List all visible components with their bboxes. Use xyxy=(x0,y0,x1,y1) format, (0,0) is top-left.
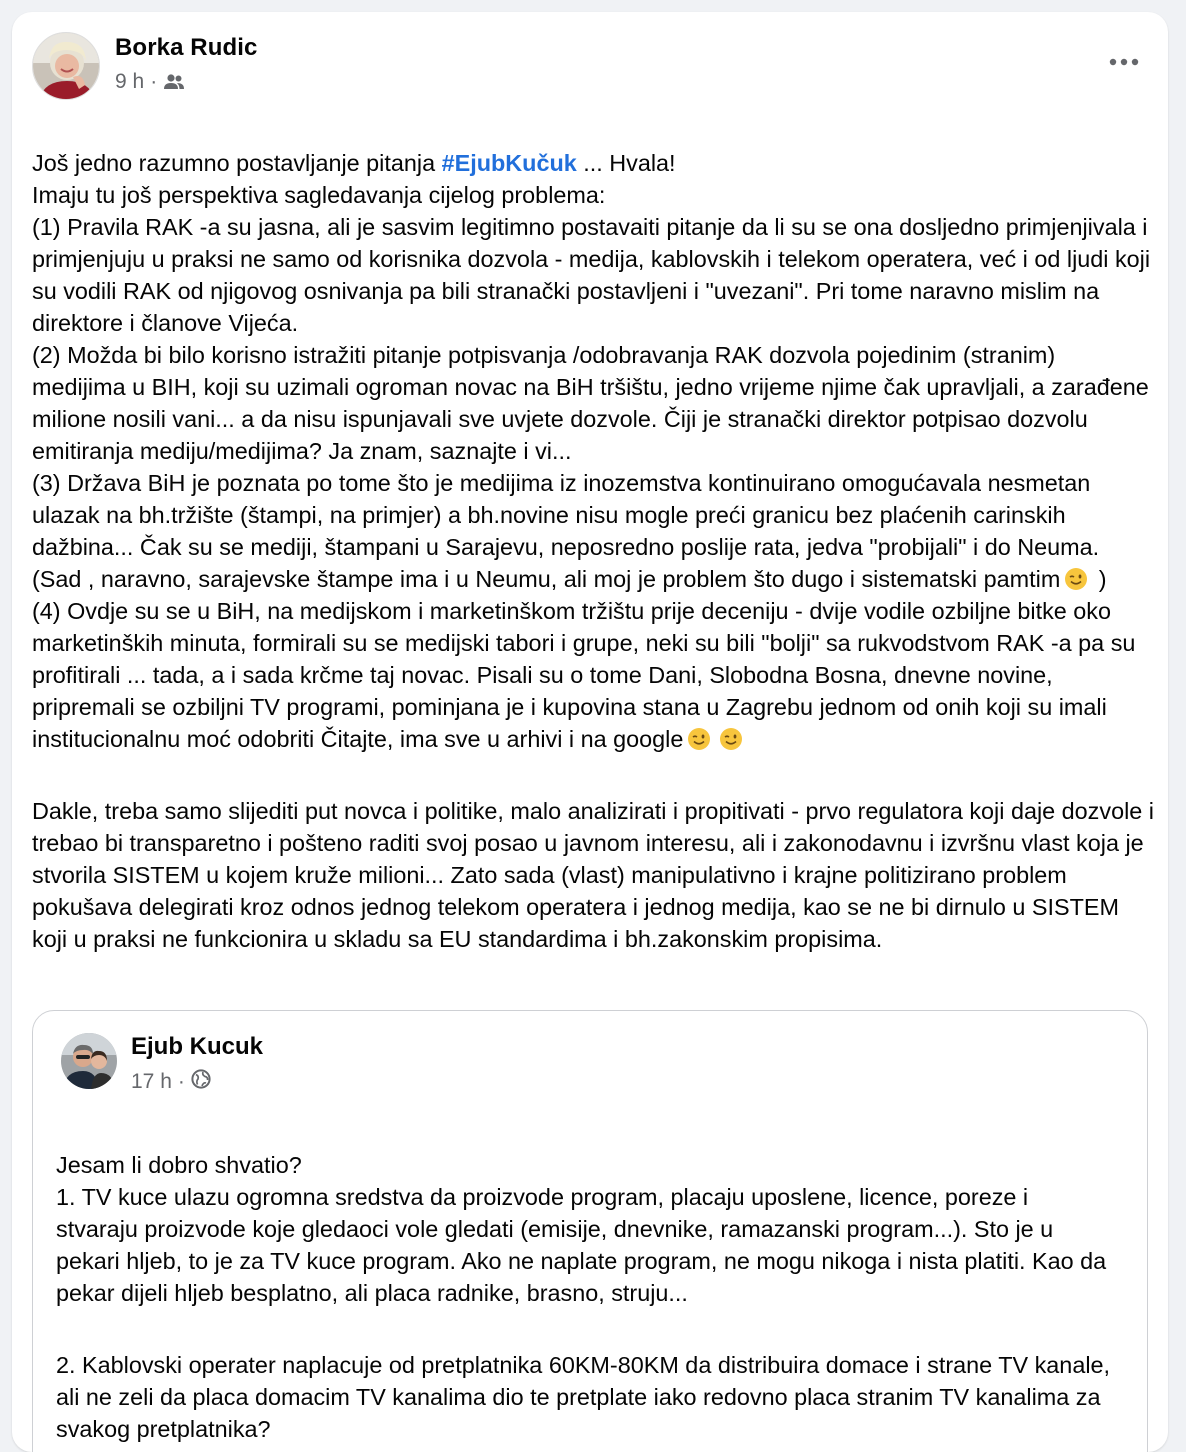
shared-post-card[interactable] xyxy=(32,1010,1148,1452)
winking-face-emoji xyxy=(1064,567,1088,591)
globe-icon[interactable] xyxy=(191,1069,211,1095)
post-header xyxy=(32,32,1148,102)
post-paragraph-2: Dakle, treba samo slijediti put novca i politike, malo analizirati i propitivati - prvo regulatora koji daje dozvole i trebao bi transparetno i pošteno raditi svoj posao u javnom interesu, ali i zakonodavnu i izvršnu vlast koja je stvorila SISTEM u kojem kruže milioni... Zato sada (vlast) manipulativno i krajne politizirano problem pokušava delegirati kroz odnos jednog telekom operatera i jednog medija, kao se ne bi dirnulo u SISTEM koji u praksi ne funkcionira u skladu sa EU standardima i bh.zakonskim propisima. xyxy=(32,798,1154,952)
shared-author-avatar[interactable] xyxy=(61,1033,117,1089)
shared-author-name[interactable]: Ejub Kucuk xyxy=(131,1033,264,1060)
post-card xyxy=(12,12,1168,1452)
post-text-point-4: (4) Ovdje su se u BiH, na medijskom i marketinškom tržištu prije deceniju - dvije vodile ozbiljne bitke oko marketinških minuta, formirali su se medijski tabori i grupe, neki su bili "bolji" sa rukvodstvom RAK -a pa su profitirali ... tada, a i sada krčme taj novac. Pisali su o tome Dani, Slobodna Bosna, dnevne novine, pripremali se ozbiljni TV programi, pominjana je i kupovina stana u Zagrebu jednom od onih koji su imali institucionalnu moć odobriti Čitajte, ima sve u arhivi i na google xyxy=(32,598,1136,752)
post-text-close-paren: ) xyxy=(1092,566,1107,592)
post-paragraph-1 xyxy=(32,147,1154,755)
post-body xyxy=(32,115,1154,995)
shared-paragraph-1: Jesam li dobro shvatio? 1. TV kuce ulazu ogromna sredstva da proizvode program, placaju uposlene, licence, poreze i stvaraju proizvode koje gledaoci vole gledati (emisije, dnevnike, ramazanski program...). Sto je u pekari hljeb, to je za TV kuce program. Ako ne naplate program, ne mogu nikoga i nista platiti. Kao da pekar dijeli hljeb besplatno, ali placa radnike, brasno, struju... xyxy=(56,1152,1107,1306)
winking-face-emoji xyxy=(687,727,711,751)
shared-post-body xyxy=(56,1117,1116,1452)
author-avatar-image xyxy=(33,33,100,100)
shared-post-time[interactable]: 17 h xyxy=(131,1070,172,1093)
hashtag-link[interactable]: #EjubKučuk xyxy=(441,150,577,176)
more-options-button[interactable] xyxy=(1100,44,1148,80)
more-options-icon xyxy=(1109,58,1139,66)
post-time[interactable]: 9 h xyxy=(115,70,145,93)
post-text-points: Imaju tu još perspektiva sagledavanja cijelog problema: (1) Pravila RAK -a su jasna, ali je sasvim legitimno postavaiti pitanje da li su se ona dosljedno primjenjivala i primjenjuju u praksi ne samo od korisnika dozvola - medija, kablovskih i telekom operatera, već i od ljudi koji su vodili RAK od njigovog osnivanja pa bili stranački postavljeni i "uvezani". Pri tome naravno mislim na direktore i članove Vijeća. (2) Možda bi bilo korisno istražiti pitanje potpisvanja /odobravanja RAK dozvola pojedinim (stranim) medijima u BIH, koji su uzimali ogroman novac na BiH tršištu, jedno vrijeme njime čak upravljali, a zarađene milione nosili vani... a da nisu ispunjavali sve uvjete dozvole. Čiji je stranački direktor potpisao dozvolu emitiranja mediju/medijima? Ja znam, saznajte i vi... (3) Država BiH je poznata po tome što je medijima iz inozemstva kontinuirano omogućavala nesmetan ulazak na bh.tržište (štampi, na primjer) a bh.novine nisu mogle preći granicu bez plaćenih carinskih dažbina... Čak su se mediji, štampani u Sarajevu, neposredno poslije rata, jedva "probijali" i do Neuma. (Sad , naravno, sarajevske štampe ima i u Neumu, ali moj je problem što dugo i sistematski pamtim xyxy=(32,182,1151,592)
author-name[interactable]: Borka Rudic xyxy=(115,34,258,61)
shared-paragraph-2: 2. Kablovski operater naplacuje od pretplatnika 60KM-80KM da distribuira domace i strane TV kanale, ali ne zeli da placa domacim TV kanalima dio te pretplate iako redovno placa stranim TV kanalima za svakog pretplatnika? xyxy=(56,1352,1111,1442)
shared-author-avatar-image xyxy=(61,1033,117,1089)
winking-face-emoji xyxy=(719,727,743,751)
shared-post-meta: 17 h · xyxy=(131,1069,211,1095)
post-text-intro: Još jedno razumno postavljanje pitanja xyxy=(32,150,442,176)
author-avatar[interactable] xyxy=(32,32,100,100)
post-meta: 9 h · xyxy=(115,70,185,94)
friends-icon[interactable] xyxy=(163,73,185,91)
post-text-thanks: ... Hvala! xyxy=(576,150,676,176)
